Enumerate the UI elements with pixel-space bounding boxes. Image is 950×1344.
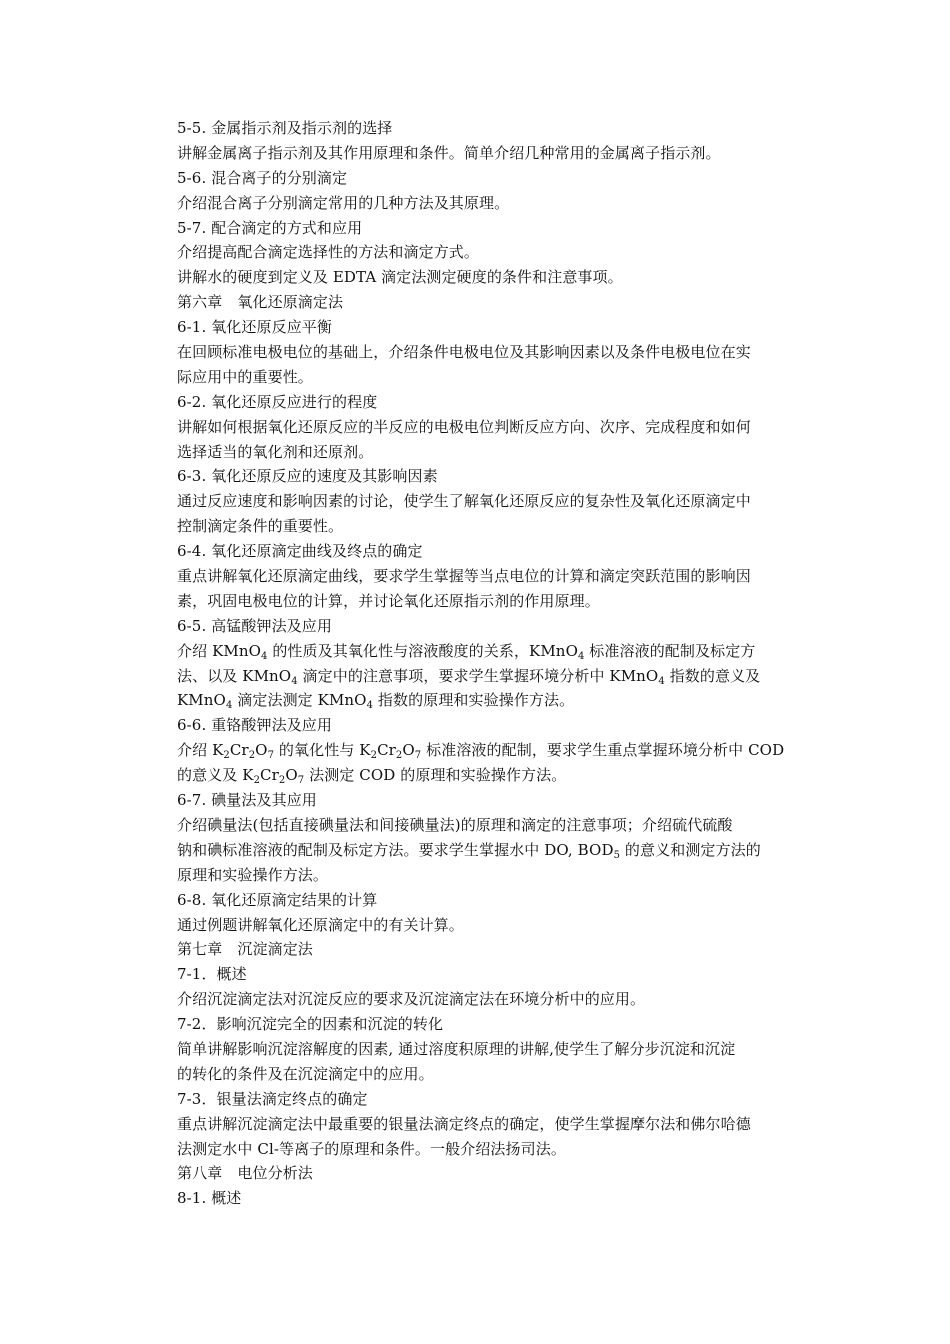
text-run: 法测定 COD 的原理和实验操作方法。 <box>304 766 567 785</box>
subscript: 2 <box>253 775 261 787</box>
section-heading: 6-1. 氧化还原反应平衡 <box>177 318 332 337</box>
text-line: 选择适当的氧化剂和还原剂。 <box>177 442 374 461</box>
subscript: 4 <box>261 650 268 662</box>
section-heading: 5-7. 配合滴定的方式和应用 <box>177 218 363 237</box>
subscript: 2 <box>223 750 230 762</box>
text-run: O <box>402 741 415 760</box>
section-heading: 7-1．概述 <box>177 965 247 984</box>
text-line: 讲解金属离子指示剂及其作用原理和条件。简单介绍几种常用的金属离子指示剂。 <box>177 143 721 162</box>
text-line: 介绍混合离子分别滴定常用的几种方法及其原理。 <box>177 193 510 212</box>
text-line: 的转化的条件及在沉淀滴定中的应用。 <box>177 1064 434 1083</box>
text-line <box>177 639 809 664</box>
text-run: O <box>255 741 268 760</box>
text-line: 通过反应速度和影响因素的讨论，使学生了解氧化还原反应的复杂性及氧化还原滴定中 <box>177 492 751 511</box>
section-heading: 5-6. 混合离子的分别滴定 <box>177 168 348 187</box>
text-line: 介绍提高配合滴定选择性的方法和滴定方式。 <box>177 243 480 262</box>
text-run: 的氧化性与 K <box>274 741 371 760</box>
subscript: 7 <box>267 750 275 762</box>
section-heading: 6-8. 氧化还原滴定结果的计算 <box>177 890 378 909</box>
text-run: 的性质及其氧化性与溶液酸度的关系，KMnO <box>267 641 578 660</box>
text-line: 介绍碘量法(包括直接碘量法和间接碘量法)的原理和滴定的注意事项；介绍硫代硫酸 <box>177 815 733 834</box>
text-line: 原理和实验操作方法。 <box>177 865 329 884</box>
section-heading: 5-5. 金属指示剂及指示剂的选择 <box>177 119 393 137</box>
subscript: 2 <box>248 750 256 762</box>
section-heading: 6-3. 氧化还原反应的速度及其影响因素 <box>177 467 438 486</box>
subscript: 4 <box>366 700 374 712</box>
text-run: 法、以及 KMnO <box>177 666 292 685</box>
text-run: 标准溶液的配制，要求学生重点掌握环境分析中 COD <box>421 741 785 760</box>
text-line <box>177 838 809 863</box>
section-heading: 8-1. 概述 <box>177 1189 242 1208</box>
text-run: Cr <box>377 741 396 760</box>
text-run: Cr <box>260 766 279 785</box>
text-run: KMnO <box>177 691 226 710</box>
text-line <box>177 738 809 763</box>
subscript: 7 <box>414 750 422 762</box>
text-line: 重点讲解氧化还原滴定曲线，要求学生掌握等当点电位的计算和滴定突跃范围的影响因 <box>177 567 751 586</box>
chapter-heading: 第八章 电位分析法 <box>177 1164 313 1183</box>
section-heading: 6-7. 碘量法及其应用 <box>177 791 317 810</box>
subscript: 4 <box>658 675 665 687</box>
text-run: O <box>285 766 298 785</box>
subscript: 2 <box>370 750 378 762</box>
text-run: 标准溶液的配制及标定方 <box>584 641 756 660</box>
subscript: 4 <box>225 700 233 712</box>
text-line: 介绍沉淀滴定法对沉淀反应的要求及沉淀滴定法在环境分析中的应用。 <box>177 990 646 1009</box>
subscript: 4 <box>577 650 585 662</box>
text-run: 钠和碘标准溶液的配制及标定方法。要求学生掌握水中 DO, BOD <box>177 840 614 859</box>
subscript: 2 <box>395 750 403 762</box>
text-run: Cr <box>229 741 249 760</box>
text-run: 指数的意义及 <box>664 666 761 685</box>
text-run: 介绍 KMnO <box>177 641 261 660</box>
chapter-heading: 第七章 沉淀滴定法 <box>177 940 313 959</box>
section-heading: 6-4. 氧化还原滴定曲线及终点的确定 <box>177 542 423 561</box>
section-heading: 7-2．影响沉淀完全的因素和沉淀的转化 <box>177 1015 444 1034</box>
text-line: 通过例题讲解氧化还原滴定中的有关计算。 <box>177 915 464 934</box>
section-heading: 6-2. 氧化还原反应进行的程度 <box>177 392 378 411</box>
text-line: 际应用中的重要性。 <box>177 367 313 386</box>
text-run: 介绍 K <box>177 741 224 760</box>
text-line <box>177 688 809 713</box>
text-run: 指数的原理和实验操作方法。 <box>373 691 575 710</box>
text-run: 滴定法测定 KMnO <box>232 691 367 710</box>
section-heading: 6-5. 高锰酸钾法及应用 <box>177 616 332 635</box>
text-run: 的意义及 K <box>177 766 254 785</box>
subscript: 5 <box>613 849 621 861</box>
chapter-heading: 第六章 氧化还原滴定法 <box>177 293 344 312</box>
document-body <box>177 116 809 1211</box>
section-heading: 7-3．银量法滴定终点的确定 <box>177 1089 368 1108</box>
text-line: 控制滴定条件的重要性。 <box>177 517 344 536</box>
subscript: 7 <box>297 775 305 787</box>
text-run: 滴定中的注意事项，要求学生掌握环境分析中 KMnO <box>297 666 659 685</box>
text-line: 讲解如何根据氧化还原反应的半反应的电极电位判断反应方向、次序、完成程度和如何 <box>177 417 751 436</box>
section-heading: 6-6. 重铬酸钾法及应用 <box>177 716 332 735</box>
text-line: 重点讲解沉淀滴定法中最重要的银量法滴定终点的确定，使学生掌握摩尔法和佛尔哈德 <box>177 1114 751 1133</box>
text-line: 在回顾标准电极电位的基础上，介绍条件电极电位及其影响因素以及条件电极电位在实 <box>177 343 751 362</box>
text-line <box>177 664 809 689</box>
subscript: 2 <box>278 775 286 787</box>
subscript: 4 <box>291 675 298 687</box>
text-line: 讲解水的硬度到定义及 EDTA 滴定法测定硬度的条件和注意事项。 <box>177 268 623 287</box>
text-run: 的意义和测定方法的 <box>620 840 761 859</box>
text-line: 素，巩固电极电位的计算，并讨论氧化还原指示剂的作用原理。 <box>177 591 600 610</box>
text-line: 简单讲解影响沉淀溶解度的因素, 通过溶度积原理的讲解,使学生了解分步沉淀和沉淀 <box>177 1039 736 1058</box>
text-line: 法测定水中 Cl-等离子的原理和条件。一般介绍法扬司法。 <box>177 1139 566 1158</box>
text-line <box>177 763 809 788</box>
